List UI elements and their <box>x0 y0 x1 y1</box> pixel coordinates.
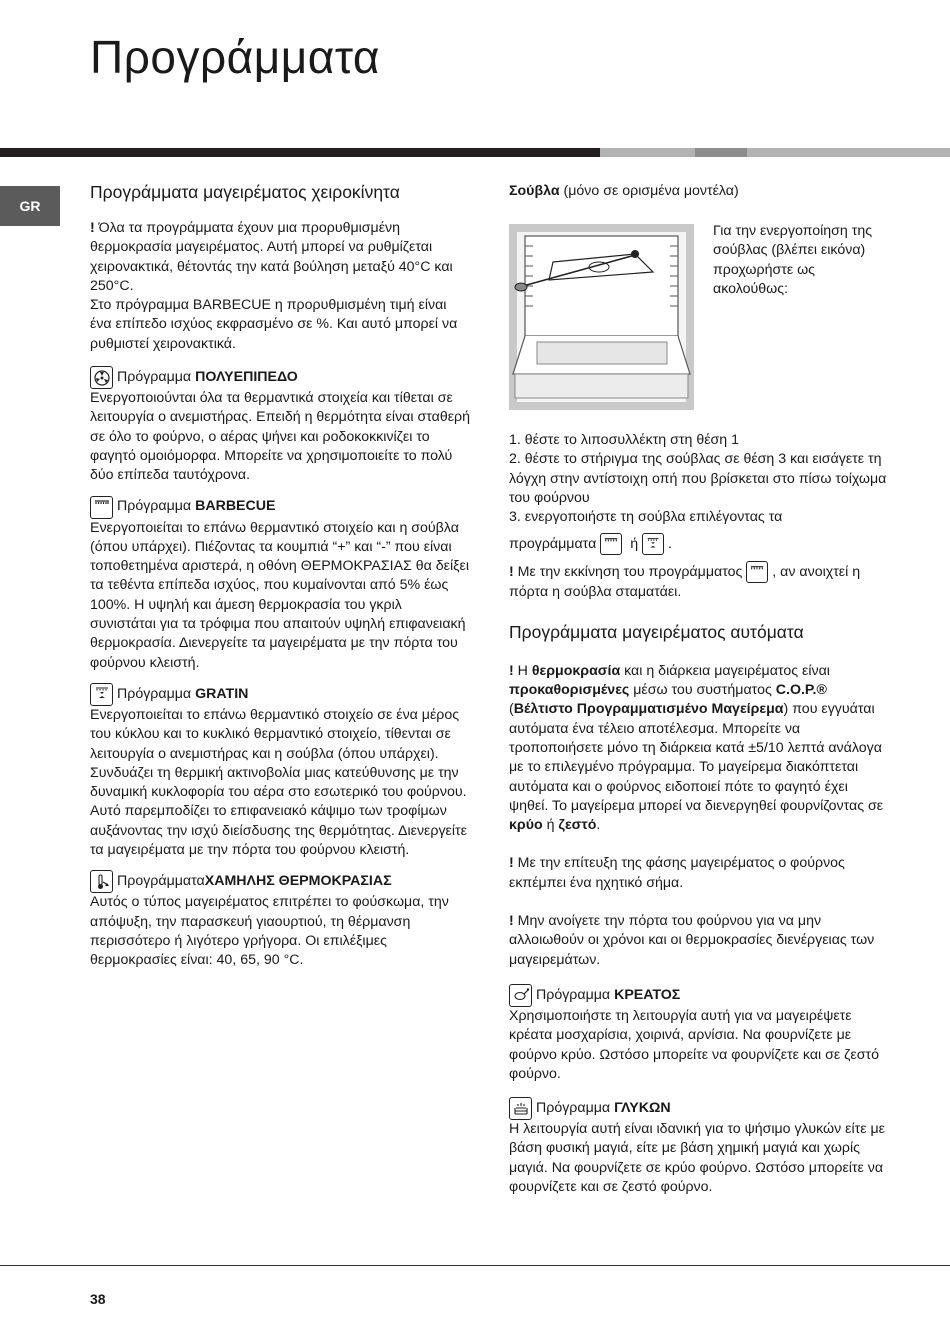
program-text: Χρησιμοποιήστε τη λειτουργία αυτή για να μαγειρέψετε κρέατα μοσχαρίσια, χοιρινά, αρνίσια. Να φουρνίζετε με φούρνο κρύο. Ωστόσο μπορείτε να φουρνίζετε και σε ζεστό φούρνο. <box>509 1007 879 1082</box>
step-3: 3. ενεργοποιήστε τη σούβλα επιλέγοντας τα <box>509 509 783 526</box>
program-barbecue: Πρόγραμμα BARBECUE Ενεργοποιείται το επάνω θερμαντικό στοιχείο και η σούβλα (όπου υπάρχει). Πιέζοντας τα κουμπιά “+” και “-” που είναι τοποθετημένα αριστερά, η οθόνη ΘΕΡΜΟΚΡΑΣΙΑΣ θα δείξει τα τεθέντα επίπεδα ισχύος, που κυμαίνονται από 5% έως 100%. Η υψηλή και άμεση θερμοκρασία του γκριλ συνιστάται για τα τρόφιμα που απαιτούν υψηλή επιφανειακή θερμοκρασία. Διενεργείτε τα μαγειρέματα με την πόρτα του φούρνου κλειστή. <box>90 496 470 673</box>
program-text: Η λειτουργία αυτή είναι ιδανική για το ψήσιμο γλυκών είτε με βάση φυσική μαγιά, είτε με βάση χημική μαγιά και χωρίς μαγιά. Να φουρνίζετε σε κρύο φούρνο. Ωστόσο μπορείτε να φουρνίζετε και σε ζεστό φούρνο. <box>509 1121 885 1196</box>
program-text: Αυτός ο τύπος μαγειρέματος επιτρέπει το φούσκωμα, την απόψυξη, την παρασκευή γιαουρτιού, τη θέρμανση περισσότερο ή λιγότερο γρήγορα. Οι επιλέξιμες θερμοκρασίες είναι: 40, 65, 90 °C. <box>90 894 449 969</box>
program-name: ΠΟΛΥΕΠΙΠΕΔΟ <box>195 368 298 385</box>
program-name: ΓΛΥΚΩΝ <box>614 1099 671 1116</box>
auto-paragraph-3: ! Μην ανοίγετε την πόρτα του φούρνου για να μην αλλοιωθούν οι χρόνοι και οι θερμοκρασίες διενέργειας των μαγειρεμάτων. <box>509 913 875 968</box>
barbecue-note: Στο πρόγραμμα BARBECUE η προρυθμισμένη τιμή είναι ένα επίπεδο ισχύος εκφρασμένο σε %. Και αυτό μπορεί να ρυθμιστεί χειρονακτικά. <box>90 297 458 352</box>
grill-icon <box>746 561 768 583</box>
program-name: ΚΡΕΑΤΟΣ <box>614 986 681 1003</box>
program-name: ΧΑΜΗΛΗΣ ΘΕΡΜΟΚΡΑΣΙΑΣ <box>204 873 392 890</box>
step-3-programs: προγράμματα ή . <box>509 533 889 555</box>
step-1: 1. θέστε το λιποσυλλέκτη στη θέση 1 <box>509 432 740 448</box>
program-gratin: Πρόγραμμα GRATIN Ενεργοποιείται το επάνω θερμαντικό στοιχείο σε ένα μέρος του κύκλου και το κυκλικό θερμαντικό στοιχείο, τίθενται σε λειτουργία ο ανεμιστήρας και η σούβλα (όπου υπάρχει). Συνδυάζει τη θερμική ακτινοβολία μιας κατεύθυνσης με την δυναμική κυκλοφορία του αέρα στο εσωτερικό του φούρνου. Αυτό παρεμποδίζει το επιφανειακό κάψιμο των τροφίμων αυξάνοντας την ισχύ διείσδυσης της θερμότητας. Διενεργείτε τα μαγειρέματα με την πόρτα του φούρνου κλειστή. <box>90 683 470 860</box>
page-number: 38 <box>90 1291 106 1307</box>
grill-icon <box>600 533 622 555</box>
auto-programs-heading: Προγράμματα μαγειρέματος αυτόματα <box>509 621 804 642</box>
gratin-icon <box>642 533 664 555</box>
rotisserie-heading: Σούβλα (μόνο σε ορισμένα μοντέλα) <box>509 183 739 199</box>
manual-programs-heading: Προγράμματα μαγειρέματος χειροκίνητα <box>90 182 400 202</box>
left-column <box>90 180 470 971</box>
rotisserie-warning: ! Με την εκκίνηση του προγράμματος , αν ανοιχτεί η πόρτα η σούβλα σταματάει. <box>509 561 889 602</box>
rotisserie-caption: Για την ενεργοποίηση της σούβλας (βλέπει εικόνα) προχωρήστε ως ακολούθως: <box>713 223 873 297</box>
program-cake: Πρόγραμμα ΓΛΥΚΩΝ Η λειτουργία αυτή είναι ιδανική για το ψήσιμο γλυκών είτε με βάση φυσική μαγιά, είτε με βάση χημική μαγιά και χωρίς μαγιά. Να φουρνίζετε σε κρύο φούρνο. Ωστόσο μπορείτε να φουρνίζετε και σε ζεστό φούρνο. <box>509 1097 889 1197</box>
program-name: BARBECUE <box>195 498 276 515</box>
grill-icon <box>90 496 113 519</box>
program-text: Ενεργοποιείται το επάνω θερμαντικό στοιχείο σε ένα μέρος του κύκλου και το κυκλικό θερμαντικό στοιχείο, τίθενται σε λειτουργία ο ανεμιστήρας και η σούβλα (όπου υπάρχει). Συνδυάζει τη θερμική ακτινοβολία μιας κατεύθυνσης με την δυναμική κυκλοφορία του αέρα στο εσωτερικό του φούρνου. Αυτό παρεμποδίζει το επιφανειακό κάψιμο των τροφίμων αυξάνοντας την ισχύ διείσδυσης της θερμότητας. Διενεργείτε τα μαγειρέματα με την πόρτα του φούρνου κλειστή. <box>90 706 467 859</box>
language-tab: GR <box>0 186 60 226</box>
auto-paragraph-2: ! Με την επίτευξη της φάσης μαγειρέματος ο φούρνος εκπέμπει ένα ηχητικό σήμα. <box>509 855 845 891</box>
intro-paragraph: ! Όλα τα προγράμματα έχουν μια προρυθμισμένη θερμοκρασία μαγειρέματος. Αυτή μπορεί να ρυθμίζεται χειρονακτικά, θέτοντάς την κατά βούληση μεταξύ 40°C και 250°C. <box>90 220 453 294</box>
step-2: 2. θέστε το στήριγμα της σούβλας σε θέση 3 και εισάγετε τη λόγχη στην αντίστοιχη οπή που βρίσκεται στο πίσω τοίχωμα του φούρνου <box>509 451 887 506</box>
gratin-icon <box>90 683 113 706</box>
meat-icon <box>509 984 532 1007</box>
header-rule <box>0 148 950 157</box>
cake-icon <box>509 1097 532 1120</box>
fan-ring-icon <box>90 366 113 389</box>
right-column-lower <box>509 431 889 1197</box>
thermometer-icon <box>90 870 113 893</box>
program-text: Ενεργοποιούνται όλα τα θερμαντικά στοιχεία και τίθεται σε λειτουργία ο ανεμιστήρας. Επειδή η θερμότητα είναι σταθερή σε όλο το φούρνο, ο αέρας ψήνει και ροδοκοκκινίζει το φαγητό ομοιόμορφα. Μπορείτε να χρησιμοποιείτε το πολύ δύο επίπεδα ταυτόχρονα. <box>90 390 470 484</box>
program-meat: Πρόγραμμα ΚΡΕΑΤΟΣ Χρησιμοποιήστε τη λειτουργία αυτή για να μαγειρέψετε κρέατα μοσχαρίσια, χοιρινά, αρνίσια. Να φουρνίζετε με φούρνο κρύο. Ωστόσο μπορείτε να φουρνίζετε και σε ζεστό φούρνο. <box>509 984 889 1084</box>
program-text: Ενεργοποιείται το επάνω θερμαντικό στοιχείο και η σούβλα (όπου υπάρχει). Πιέζοντας τα κουμπιά “+” και “-” που είναι τοποθετημένα αριστερά, η οθόνη ΘΕΡΜΟΚΡΑΣΙΑΣ θα δείξει τα τεθέντα επίπεδα ισχύος, που κυμαίνονται από 5% έως 100%. Η υψηλή και άμεση θερμοκρασία του γκριλ συνιστάται για τα τρόφιμα που απαιτούν υψηλή επιφανειακή θερμοκρασία. Διενεργείτε τα μαγειρέματα με την πόρτα του φούρνου κλειστή. <box>90 519 469 671</box>
auto-paragraph-1: ! Η θερμοκρασία και η διάρκεια μαγειρέματος είναι προκαθορισμένες μέσω του συστήματος C.O.P.® (Βέλτιστο Προγραμματισμένο Μαγείρεμα) που εγγυάται αυτόματα ένα τέλειο αποτέλεσμα. Μπορείτε να τροποποιήσετε μόνο τη διάρκεια κατά ±5/10 λεπτά ανάλογα με το επιλεγμένο πρόγραμμα. Το μαγείρεμα διακόπτεται αυτόματα και ο φούρνος ειδοποιεί πότε το φαγητό έχει ψηθεί. Το μαγείρεμα μπορεί να διενεργηθεί φουρνίζοντας σε κρύο ή ζεστό. <box>509 662 884 834</box>
program-low-temperature: Προγράμματα ΧΑΜΗΛΗΣ ΘΕΡΜΟΚΡΑΣΙΑΣ Αυτός ο τύπος μαγειρέματος επιτρέπει το φούσκωμα, την απόψυξη, την παρασκευή γιαουρτιού, τη θέρμανση περισσότερο ή λιγότερο γρήγορα. Οι επιλέξιμες θερμοκρασίες είναι: 40, 65, 90 °C. <box>90 870 470 970</box>
page-title: Προγράμματα <box>90 31 380 83</box>
right-column <box>509 182 889 201</box>
program-name: GRATIN <box>195 685 249 702</box>
footer-rule <box>0 1265 950 1266</box>
oven-rotisserie-illustration <box>509 224 694 410</box>
warning-mark: ! <box>90 220 95 236</box>
program-multilevel: Πρόγραμμα ΠΟΛΥΕΠΙΠΕΔΟ Ενεργοποιούνται όλα τα θερμαντικά στοιχεία και τίθεται σε λειτουργία ο ανεμιστήρας. Επειδή η θερμότητα είναι σταθερή σε όλο το φούρνο, ο αέρας ψήνει και ροδοκοκκινίζει το φαγητό ομοιόμορφα. Μπορείτε να χρησιμοποιείτε το πολύ δύο επίπεδα ταυτόχρονα. <box>90 366 470 485</box>
